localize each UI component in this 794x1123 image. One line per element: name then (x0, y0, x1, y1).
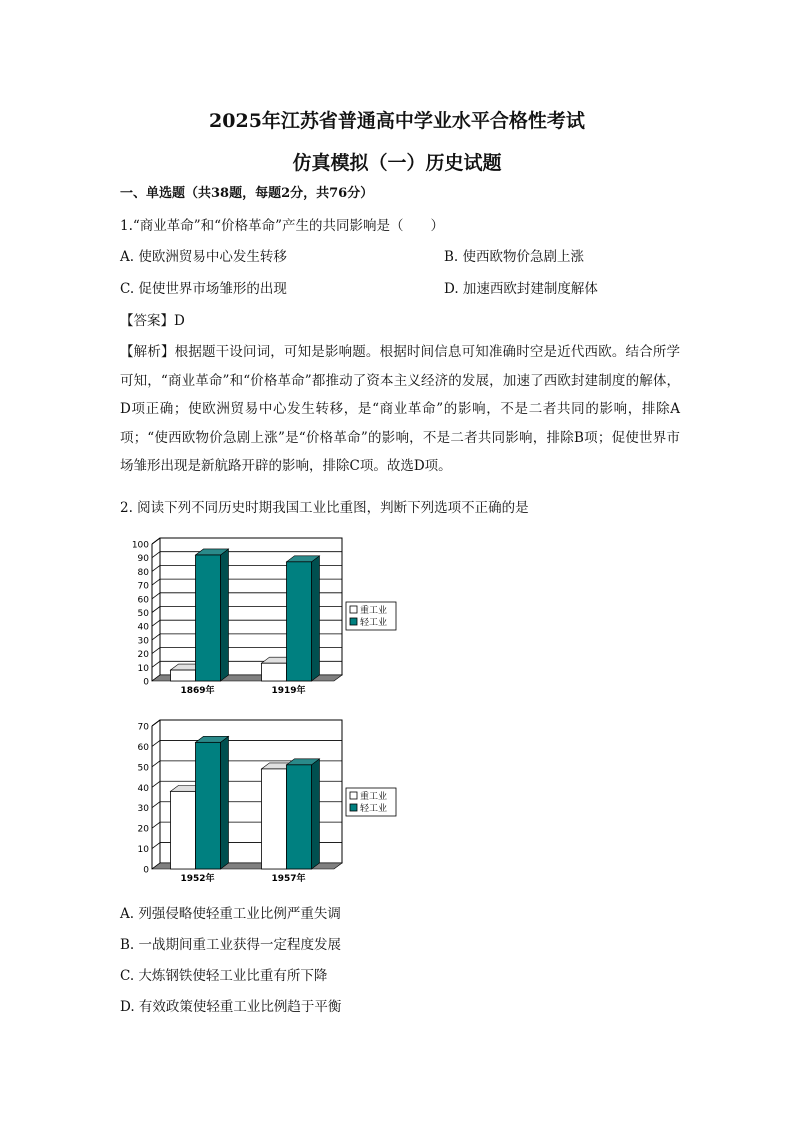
x-tick-label: 1957年 (271, 874, 306, 884)
y-tick-label: 60 (137, 742, 149, 753)
industry-ratio-chart-1952-1957 (120, 714, 410, 888)
y-tick-label: 0 (143, 677, 149, 688)
q1-option-c: C. 促使世界市场雏形的出现 (120, 281, 287, 297)
y-tick-label: 80 (137, 567, 149, 578)
gridline-side (152, 634, 160, 640)
legend-label: 重工业 (360, 792, 388, 802)
bar-轻工业-1952年 (196, 742, 221, 869)
gridline-side (152, 761, 160, 767)
bar-轻工业-1919年 (287, 562, 312, 681)
q1-option-b: B. 使西欧物价急剧上涨 (444, 249, 585, 265)
q1-option-d: D. 加速西欧封建制度解体 (444, 281, 598, 297)
gridline-side (152, 607, 160, 613)
bar-side-轻工业-1869年 (221, 549, 229, 681)
legend-label: 轻工业 (360, 804, 388, 814)
y-tick-label: 40 (137, 783, 149, 794)
gridline-side (152, 565, 160, 571)
y-tick-label: 50 (137, 763, 149, 774)
gridline-side (152, 648, 160, 654)
legend-swatch (350, 804, 357, 811)
y-tick-label: 40 (137, 622, 149, 633)
q1-option-a: A. 使欧洲贸易中心发生转移 (120, 249, 287, 265)
y-tick-label: 70 (137, 581, 149, 592)
analysis-label: 【解析】 (120, 344, 175, 360)
legend-swatch (350, 792, 357, 799)
bar-side-轻工业-1952年 (221, 736, 229, 869)
gridline-side (152, 552, 160, 558)
gridline-side (152, 843, 160, 849)
y-tick-label: 10 (137, 845, 149, 856)
y-tick-label: 90 (137, 554, 149, 565)
gridline-side (152, 593, 160, 599)
bar-轻工业-1957年 (287, 765, 312, 869)
gridline-side (152, 781, 160, 787)
gridline-side (152, 579, 160, 585)
y-tick-label: 20 (137, 824, 149, 835)
q1-analysis (120, 338, 680, 481)
bar-重工业-1919年 (262, 663, 287, 681)
page-subtitle: 仿真模拟（一）历史试题 (292, 152, 502, 174)
y-axis-top (152, 720, 160, 726)
section-heading: 一、单选题（共38题，每题2分，共76分） (120, 186, 374, 201)
bar-side-轻工业-1919年 (312, 556, 320, 681)
y-tick-label: 10 (137, 663, 149, 674)
q2-option-c: C. 大炼钢铁使轻工业比重有所下降 (120, 968, 328, 984)
industry-ratio-chart-1869-1919 (120, 528, 410, 700)
q2-option-a: A. 列强侵略使轻重工业比例严重失调 (120, 906, 341, 922)
analysis-text: 根据题干设问词，可知是影响题。根据时间信息可知准确时空是近代西欧。结合所学可知，“商业革命”和“价格革命”都推动了资本主义经济的发展，加速了西欧封建制度的解体，D项正确；使欧洲贸易中心发生转移，是“商业革命”的影响，不是二者共同的影响，排除A项；“使西欧物价急剧上涨”是“价格革命”的影响，不是二者共同影响，排除B项；促使世界市场雏形出现是新航路开辟的影响，排除C项。故选D项。 (120, 344, 681, 474)
y-tick-label: 30 (137, 636, 149, 647)
bar-轻工业-1869年 (196, 555, 221, 681)
x-tick-label: 1952年 (180, 874, 215, 884)
y-tick-label: 50 (137, 609, 149, 619)
legend-label: 重工业 (360, 606, 388, 616)
bar-重工业-1869年 (171, 670, 196, 681)
x-tick-label: 1919年 (271, 686, 306, 696)
bar-重工业-1952年 (171, 791, 196, 869)
gridline-side (152, 802, 160, 808)
gridline-side (152, 740, 160, 746)
gridline-side (152, 620, 160, 626)
y-tick-label: 20 (137, 650, 149, 661)
y-tick-label: 30 (137, 804, 149, 815)
y-tick-label: 100 (131, 540, 149, 551)
q2-stem: 2. 阅读下列不同历史时期我国工业比重图，判断下列选项不正确的是 (120, 500, 529, 516)
legend-swatch (350, 606, 357, 613)
q2-option-b: B. 一战期间重工业获得一定程度发展 (120, 937, 342, 953)
page-title: 2025年江苏省普通高中学业水平合格性考试 (209, 110, 585, 132)
q2-option-d: D. 有效政策使轻重工业比例趋于平衡 (120, 999, 342, 1015)
bar-side-轻工业-1957年 (312, 759, 320, 869)
bar-重工业-1957年 (262, 769, 287, 869)
q1-answer: 【答案】D (120, 313, 185, 329)
y-tick-label: 60 (137, 595, 149, 606)
y-tick-label: 0 (143, 865, 149, 876)
legend-swatch (350, 618, 357, 625)
y-axis-top (152, 538, 160, 544)
gridline-side (152, 822, 160, 828)
legend-label: 轻工业 (360, 618, 388, 628)
x-tick-label: 1869年 (180, 686, 215, 696)
q1-stem: 1.“商业革命”和“价格革命”产生的共同影响是（ ） (120, 218, 444, 234)
y-tick-label: 70 (137, 722, 149, 733)
gridline-side (152, 661, 160, 667)
